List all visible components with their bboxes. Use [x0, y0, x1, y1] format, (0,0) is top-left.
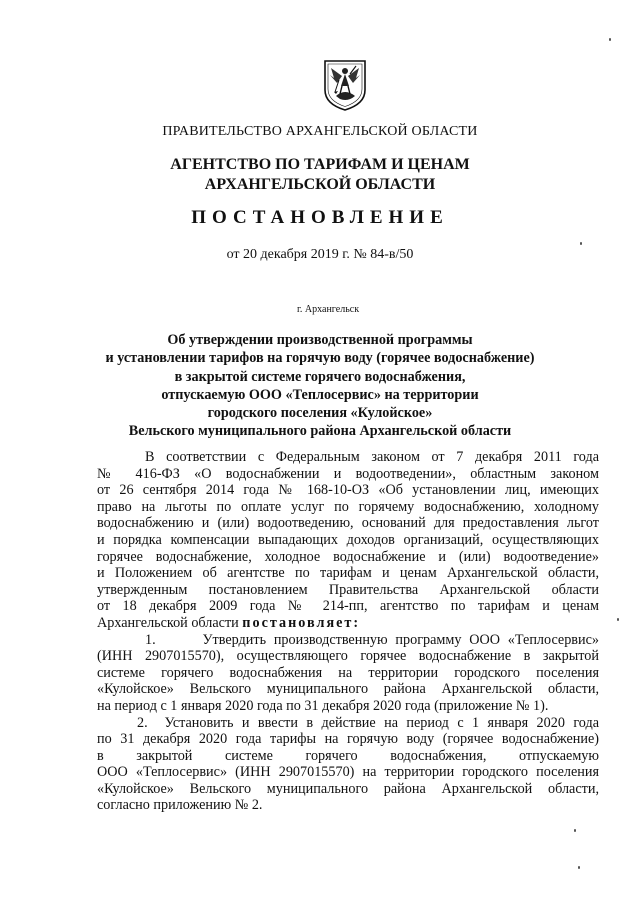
body-line: от 26 сентября 2014 года № 168-10-ОЗ «Об установлении лиц, имеющих [97, 482, 599, 499]
document-type: ПОСТАНОВЛЕНИЕ [191, 207, 449, 228]
item-1-paragraph [97, 632, 599, 715]
body-line: 1. Утвердить производственную программу ООО «Теплосервис» [145, 631, 599, 648]
scan-speck [578, 866, 580, 869]
body-line: согласно приложению № 2. [97, 797, 263, 814]
preamble-paragraph [97, 449, 599, 632]
scan-speck [580, 242, 582, 245]
body-line: и Положением об агентстве по тарифам и ценам Архангельской области, [97, 565, 599, 582]
body-line: «Кулойское» Вельского муниципального района Архангельской области, [97, 681, 599, 698]
body-line: по 31 декабря 2020 года тарифы на горячую воду (горячее водоснабжение) [97, 731, 599, 748]
document-city: г. Архангельск [296, 304, 360, 315]
document-date-number: от 20 декабря 2019 г. № 84-в/50 [226, 247, 414, 262]
preamble-last-text: Архангельской области [97, 614, 243, 631]
title-line: городского поселения «Кулойское» [207, 405, 433, 422]
decree-word: постановляет: [242, 614, 361, 631]
body-line: В соответствии с Федеральным законом от 7 декабря 2011 года [145, 449, 599, 465]
body-line: № 416-ФЗ «О водоснабжении и водоотведении», областным законом [97, 465, 599, 482]
item-2-paragraph [97, 715, 599, 815]
body-line: «Кулойское» Вельского муниципального района Архангельской области, [97, 780, 599, 797]
body-line: водоснабжению и (или) водоотведению, оснований для предоставления льгот [97, 515, 599, 532]
scan-speck [617, 618, 619, 621]
agency-line-2: АРХАНГЕЛЬСКОЙ ОБЛАСТИ [204, 176, 436, 193]
body-line: горячее водоснабжение, холодное водоснабжение и (или) водоотведение» [97, 548, 599, 565]
title-line: Об утверждении производственной программы [167, 332, 473, 348]
body-line: (ИНН 2907015570), осуществляющего горячее водоснабжение в закрытой [97, 648, 599, 665]
body-line: и порядка компенсации выпадающих доходов организаций, осуществляющих [97, 531, 599, 548]
document-title [0, 331, 640, 441]
government-name: ПРАВИТЕЛЬСТВО АРХАНГЕЛЬСКОЙ ОБЛАСТИ [162, 124, 478, 139]
title-line: и установлении тарифов на горячую воду (горячее водоснабжение) [105, 350, 535, 367]
title-line: отпускаемую ООО «Теплосервис» на территории [161, 386, 479, 403]
body-line: системе горячего водоснабжения на территории городского поселения [97, 664, 599, 681]
title-line: Вельского муниципального района Архангельской области [128, 423, 512, 440]
document-body [97, 449, 599, 814]
body-line [97, 615, 599, 632]
title-line: в закрытой системе горячего водоснабжения, [174, 368, 466, 385]
agency-name [0, 155, 640, 195]
body-line: 2. Установить и ввести в действие на период с 1 января 2020 года [137, 714, 599, 731]
agency-line-1: АГЕНТСТВО ПО ТАРИФАМ И ЦЕНАМ [170, 156, 470, 173]
body-line: право на льготы по оплате услуг по горячему водоснабжению, холодному [97, 498, 599, 515]
coat-of-arms-emblem [322, 58, 368, 112]
body-line: ООО «Теплосервис» (ИНН 2907015570) на территории городского поселения [97, 764, 599, 781]
body-line: от 18 декабря 2009 года № 214-пп, агентство по тарифам и ценам [97, 598, 599, 615]
body-line: на период с 1 января 2020 года по 31 декабря 2020 года (приложение № 1). [97, 697, 549, 714]
scan-speck [609, 38, 611, 41]
body-line: в закрытой системе горячего водоснабжения, отпускаемую [97, 747, 599, 764]
scan-speck [574, 829, 576, 832]
body-line: утвержденным постановлением Правительства Архангельской области [97, 581, 599, 598]
